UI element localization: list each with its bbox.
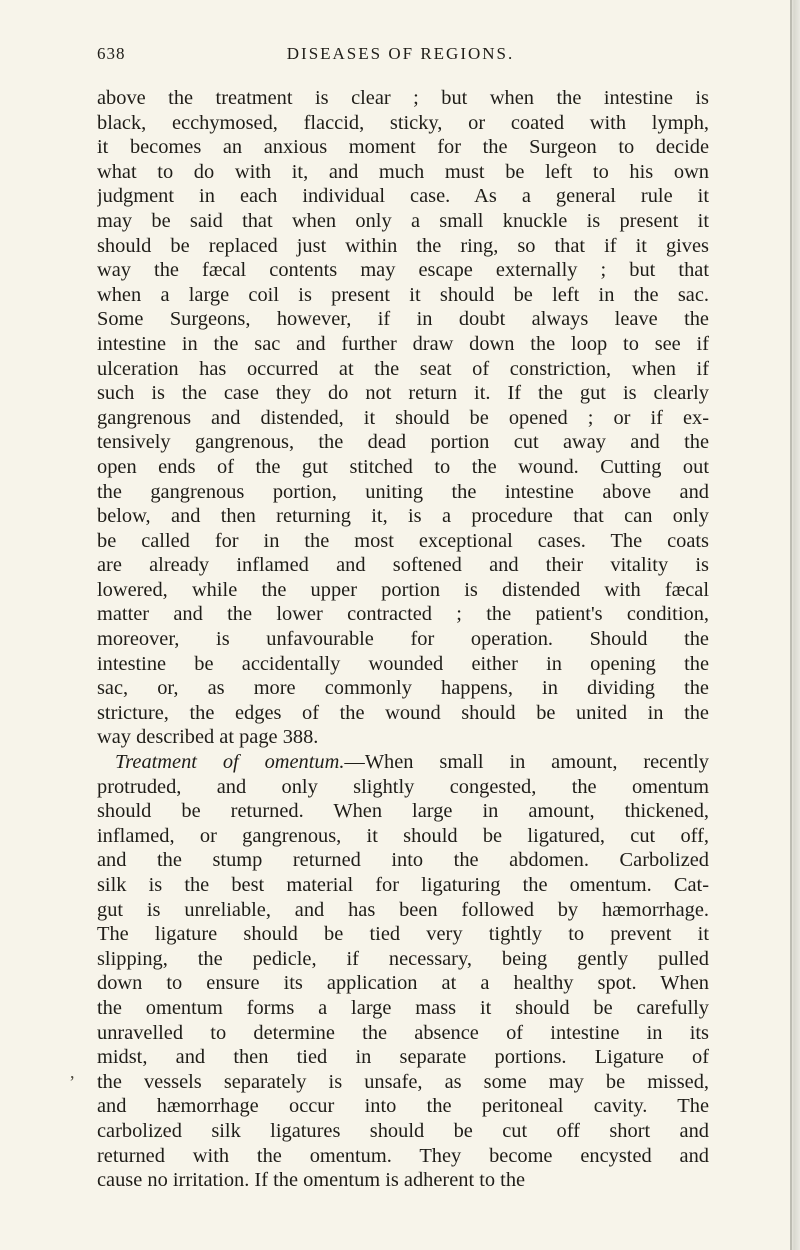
text-line: cause no irritation. If the omentum is adherent to the (97, 1169, 526, 1192)
text-line: and the stump returned into the abdomen. Carbolized (97, 849, 709, 872)
text-line: may be said that when only a small knuckle is present it (97, 209, 709, 232)
text-line: moreover, is unfavourable for operation. Should the (97, 628, 709, 651)
text-line: down to ensure its application at a healthy spot. When (97, 972, 709, 995)
text-line: below, and then returning it, is a procedure that can only (97, 505, 709, 528)
running-title: DISEASES OF REGIONS. (286, 44, 515, 63)
text-line: lowered, while the upper portion is distended with fæcal (97, 578, 709, 601)
text-line: such is the case they do not return it. If the gut is clearly (97, 382, 709, 405)
text-line: the gangrenous portion, uniting the intestine above and (97, 480, 709, 503)
margin-mark: , (70, 1062, 75, 1082)
omentum-first-line-text: —When small in amount, recently (344, 751, 709, 774)
text-line: and hæmorrhage occur into the peritoneal cavity. The (97, 1095, 709, 1118)
text-line: inflamed, or gangrenous, it should be ligatured, cut off, (97, 824, 709, 847)
text-line: silk is the best material for ligaturing the omentum. Cat- (97, 874, 709, 896)
page-header (97, 44, 704, 70)
page-edge-line (790, 0, 792, 1250)
text-line: judgment in each individual case. As a general rule it (97, 185, 709, 208)
text-line: should be returned. When large in amount, thickened, (97, 800, 709, 823)
text-line: ulceration has occurred at the seat of constriction, when if (97, 357, 709, 380)
text-line: be called for in the most exceptional cases. The coats (97, 529, 709, 552)
text-line: tensively gangrenous, the dead portion cut away and the (97, 431, 709, 454)
text-line: matter and the lower contracted ; the patient's condition, (97, 603, 709, 626)
text-line: carbolized silk ligatures should be cut off short and (97, 1119, 709, 1142)
text-line: are already inflamed and softened and their vitality is (97, 554, 709, 577)
text-line: slipping, the pedicle, if necessary, being gently pulled (97, 947, 709, 970)
text-line: gut is unreliable, and has been followed by hæmorrhage. (97, 898, 709, 921)
body-text (97, 86, 709, 1193)
text-line: it becomes an anxious moment for the Surgeon to decide (97, 136, 709, 159)
text-line: intestine be accidentally wounded either in opening the (97, 652, 709, 675)
text-line: the vessels separately is unsafe, as some may be missed, (97, 1070, 709, 1093)
page-number: 638 (97, 44, 126, 63)
text-line: when a large coil is present it should be left in the sac. (97, 283, 709, 306)
text-line: intestine in the sac and further draw down the loop to see if (97, 332, 709, 355)
omentum-paragraph-first-line (97, 750, 709, 775)
text-line: unravelled to determine the absence of intestine in its (97, 1021, 709, 1044)
text-line: should be replaced just within the ring, so that if it gives (97, 234, 709, 257)
text-line: midst, and then tied in separate portions. Ligature of (97, 1046, 709, 1069)
text-line: the omentum forms a large mass it should be carefully (97, 996, 709, 1019)
text-line: way described at page 388. (97, 726, 319, 749)
text-line: The ligature should be tied very tightly to prevent it (97, 923, 709, 946)
text-line: what to do with it, and much must be left to his own (97, 160, 709, 183)
text-line: way the fæcal contents may escape externally ; but that (97, 259, 709, 282)
omentum-heading: Treatment of omentum. (115, 751, 345, 774)
text-line: above the treatment is clear ; but when the intestine is (97, 87, 709, 109)
text-line: Some Surgeons, however, if in doubt always leave the (97, 308, 709, 331)
text-line: stricture, the edges of the wound should be united in the (97, 701, 709, 724)
text-line: sac, or, as more commonly happens, in dividing the (97, 677, 709, 700)
text-line: black, ecchymosed, flaccid, sticky, or coated with lymph, (97, 111, 709, 134)
text-line: gangrenous and distended, it should be opened ; or if ex- (97, 406, 709, 429)
text-line: protruded, and only slightly congested, the omentum (97, 775, 709, 798)
text-line: open ends of the gut stitched to the wound. Cutting out (97, 455, 709, 478)
text-line: returned with the omentum. They become encysted and (97, 1144, 709, 1167)
